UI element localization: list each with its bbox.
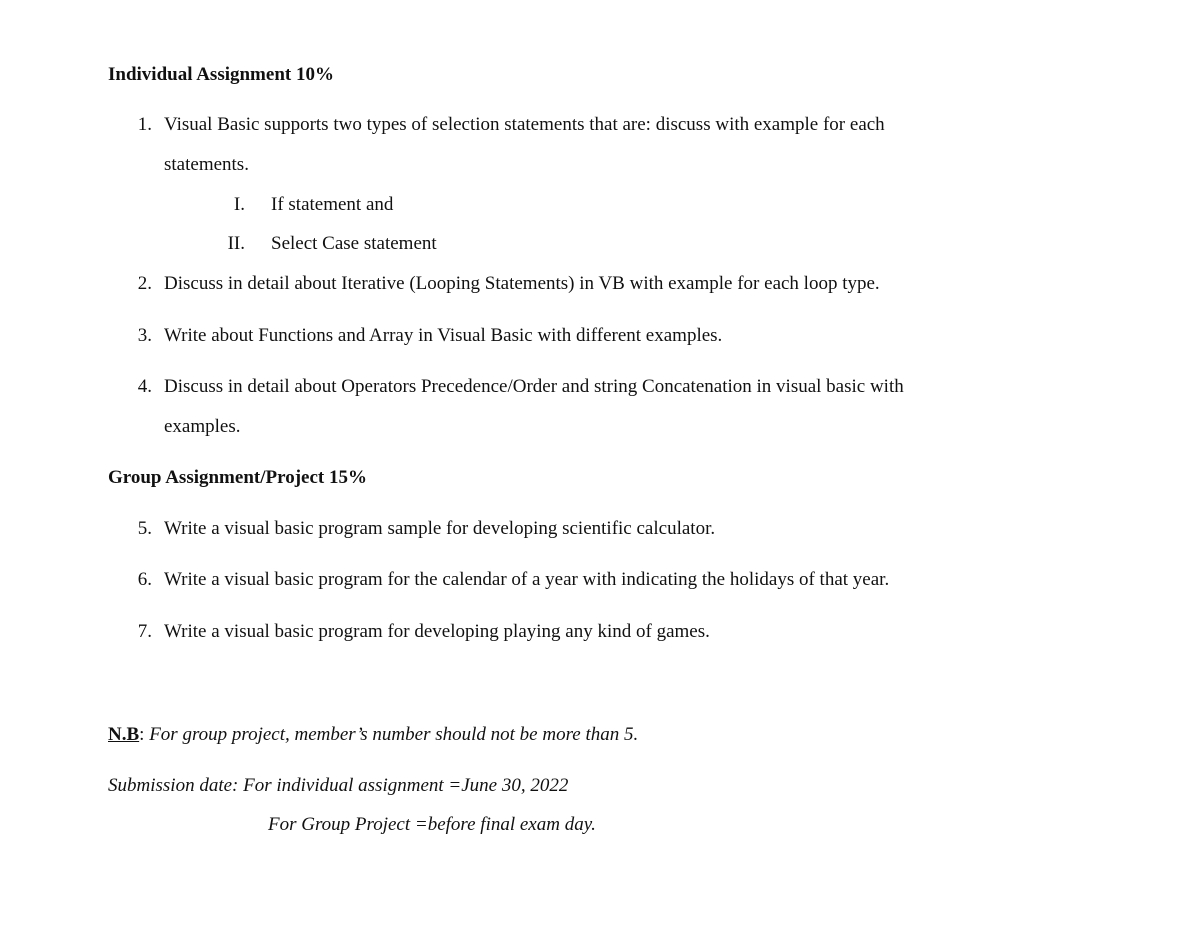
question-6-text: Write a visual basic program for the calendar of a year with indicating the holidays of that year. xyxy=(164,569,890,590)
group-assignment-heading: Group Assignment/Project 15% xyxy=(108,467,367,488)
question-5-text: Write a visual basic program sample for developing scientific calculator. xyxy=(164,518,716,539)
submission-date-line2: For Group Project =before final exam day. xyxy=(268,814,596,835)
question-2-number: 2. xyxy=(137,273,152,294)
sub-item-2-number: II. xyxy=(227,233,245,254)
individual-assignment-heading: Individual Assignment 10% xyxy=(108,64,334,85)
question-5-number: 5. xyxy=(137,518,152,539)
question-2-text: Discuss in detail about Iterative (Looping Statements) in VB with example for each loop type. xyxy=(164,273,880,294)
question-1-text-line1: Visual Basic supports two types of selection statements that are: discuss with example for each xyxy=(164,114,885,135)
question-4-text-line1: Discuss in detail about Operators Precedence/Order and string Concatenation in visual basic with xyxy=(164,376,904,397)
note-colon: : xyxy=(139,724,145,745)
question-3-number: 3. xyxy=(137,325,152,346)
note-line xyxy=(108,724,638,746)
note-text: For group project, member’s number should not be more than 5. xyxy=(144,724,639,745)
question-7-number: 7. xyxy=(137,621,152,642)
question-1-number: 1. xyxy=(137,114,152,135)
question-1-text-line2: statements. xyxy=(164,154,249,175)
note-label: N.B xyxy=(108,724,140,745)
sub-item-2-text: Select Case statement xyxy=(271,233,437,254)
sub-item-1-text: If statement and xyxy=(271,194,394,215)
question-4-text-line2: examples. xyxy=(164,416,241,437)
submission-date-line1: Submission date: For individual assignment =June 30, 2022 xyxy=(108,775,569,796)
question-7-text: Write a visual basic program for developing playing any kind of games. xyxy=(164,621,710,642)
question-3-text: Write about Functions and Array in Visual Basic with different examples. xyxy=(164,325,723,346)
question-6-number: 6. xyxy=(137,569,152,590)
sub-item-1-number: I. xyxy=(233,194,245,215)
question-4-number: 4. xyxy=(137,376,152,397)
